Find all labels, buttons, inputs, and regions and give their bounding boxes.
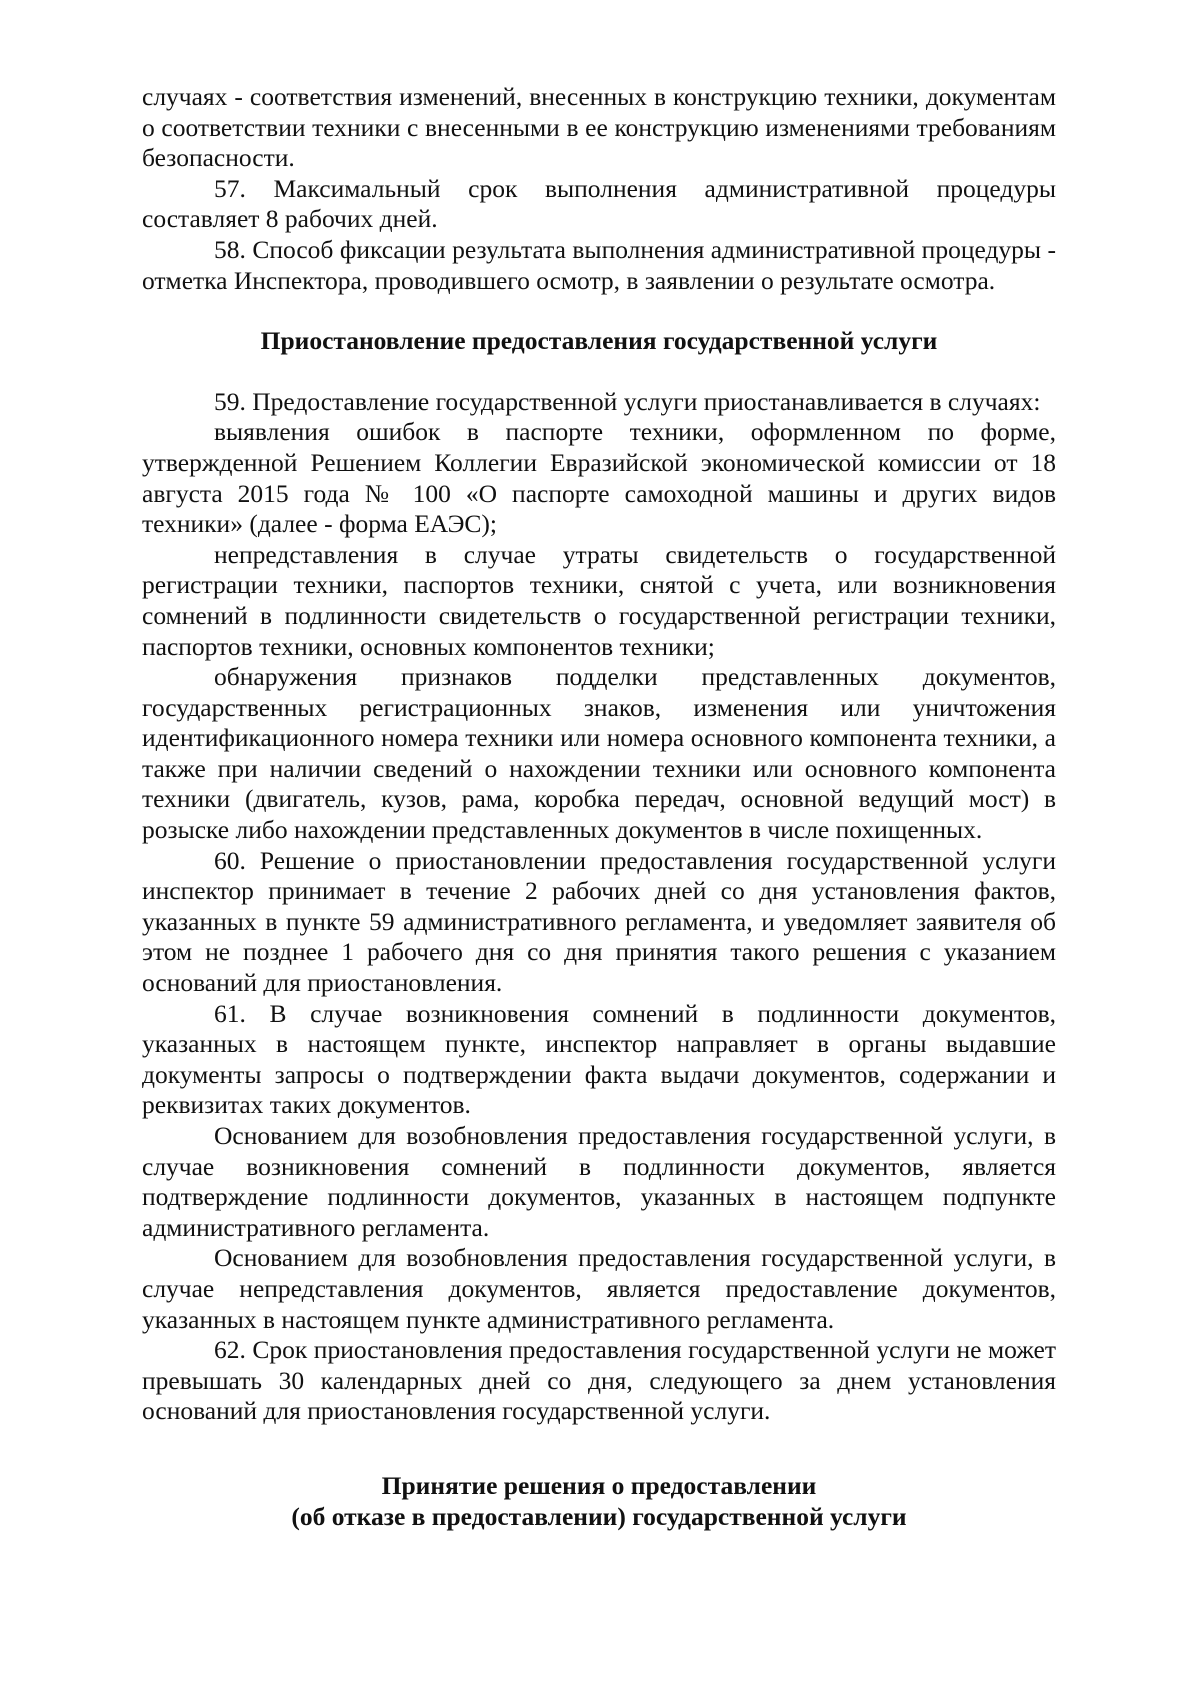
paragraph-61: 61. В случае возникновения сомнений в подлинности документов, указанных в настоящем пункте, инспектор направляет в органы выдавшие документы запросы о подтверждении факта выдачи документов, содержании и реквизитах таких документов. [142, 998, 1056, 1120]
paragraph-59-case-forgery: обнаружения признаков подделки представленных документов, государственных регистрационных знаков, изменения или уничтожения идентификационного номера техники или номера основного компонента техники, а также при наличии сведений о нахождении техники или основного компонента техники (двигатель, кузов, рама, коробка передач, основной ведущий мост) в розыске либо нахождении представленных документов в числе похищенных. [142, 662, 1056, 845]
paragraph-continuation: случаях - соответствия изменений, внесенных в конструкцию техники, документам о соответствии техники с внесенными в ее конструкцию изменениями требованиям безопасности. [142, 82, 1056, 173]
document-page [142, 82, 1056, 1532]
paragraph-58: 58. Способ фиксации результата выполнения административной процедуры - отметка Инспектора, проводившего осмотр, в заявлении о результате осмотра. [142, 234, 1056, 295]
paragraph-59-case-errors: выявления ошибок в паспорте техники, оформленном по форме, утвержденной Решением Коллегии Евразийской экономической комиссии от 18 августа 2015 года № 100 «О паспорте самоходной машины и других видов техники» (далее - форма ЕАЭС); [142, 417, 1056, 539]
section-heading-decision-line1: Принятие решения о предоставлении [381, 1470, 817, 1500]
paragraph-60: 60. Решение о приостановлении предоставления государственной услуги инспектор принимает в течение 2 рабочих дней со дня установления фактов, указанных в пункте 59 административного регламента, и уведомляет заявителя об этом не позднее 1 рабочего дня со дня принятия такого решения с указанием оснований для приостановления. [142, 845, 1056, 998]
paragraph-59-case-nonsubmission: непредставления в случае утраты свидетельств о государственной регистрации техники, паспортов техники, снятой с учета, или возникновения сомнений в подлинности свидетельств о государственной регистрации техники, паспортов техники, основных компонентов техники; [142, 539, 1056, 661]
paragraph-62: 62. Срок приостановления предоставления государственной услуги не может превышать 30 календарных дней со дня, следующего за днем установления оснований для приостановления государственной услуги. [142, 1335, 1056, 1426]
paragraph-57: 57. Максимальный срок выполнения административной процедуры составляет 8 рабочих дней. [142, 173, 1056, 234]
section-heading-suspension: Приостановление предоставления государственной услуги [260, 326, 938, 356]
section-heading-decision-line2: (об отказе в предоставлении) государственной услуги [291, 1501, 907, 1531]
paragraph-61-resume-nonsubmission: Основанием для возобновления предоставления государственной услуги, в случае непредставления документов, является предоставление документов, указанных в настоящем пункте административного регламента. [142, 1243, 1056, 1334]
paragraph-61-resume-doubts: Основанием для возобновления предоставления государственной услуги, в случае возникновения сомнений в подлинности документов, является подтверждение подлинности документов, указанных в настоящем подпункте административного регламента. [142, 1121, 1056, 1242]
paragraph-59: 59. Предоставление государственной услуги приостанавливается в случаях: [214, 386, 1041, 416]
